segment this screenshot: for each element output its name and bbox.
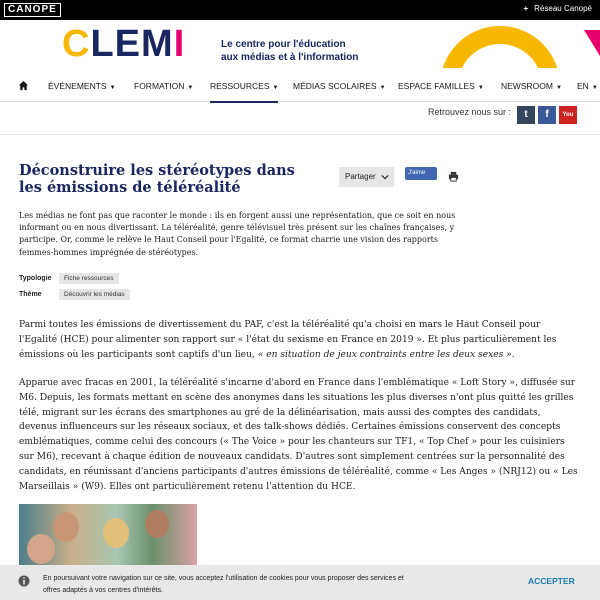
tagline-line2: aux médias et à l'information <box>221 52 359 63</box>
theme-label: Thème <box>19 291 42 298</box>
caret-down-icon: ▼ <box>555 85 562 91</box>
caret-down-icon: ▼ <box>379 85 386 91</box>
caret-down-icon: ▼ <box>272 85 279 91</box>
cookie-text-line1: En poursuivant votre navigation sur ce site, vous acceptez l'utilisation de cookies pour vous proposer des services et <box>43 575 404 582</box>
brand-letter: C <box>62 23 91 65</box>
nav-label: EN <box>577 81 589 91</box>
decorative-triangle <box>584 30 600 56</box>
header-divider <box>0 134 600 135</box>
share-label: Partager <box>345 172 376 181</box>
accept-cookies-button[interactable]: ACCEPTER <box>528 576 575 586</box>
youtube-icon[interactable]: You <box>559 106 577 124</box>
nav-label: FORMATION <box>134 81 185 91</box>
print-icon[interactable] <box>448 171 459 182</box>
photo-person <box>103 518 129 548</box>
chevron-down-icon <box>381 173 389 181</box>
home-icon[interactable] <box>18 80 29 91</box>
brand-letter: L <box>90 23 115 65</box>
article-paragraph-1 <box>19 318 581 362</box>
tagline-line1: Le centre pour l'éducation <box>221 39 346 50</box>
nav-label: NEWSROOM <box>501 81 553 91</box>
reseau-canope-link[interactable] <box>524 4 593 13</box>
cookie-banner <box>0 565 600 600</box>
para1-text: Parmi toutes les émissions de divertissement du PAF, c'est la téléréalité qu'a choisi en mars le Haut Conseil pour l'Egalité (HCE) pour alimenter son rapport sur « l'état du sexisme en France en 2019 ». Et plus particulièrement les émissions où les participants sont captifs d'un lieu, <box>19 320 557 360</box>
photo-person <box>145 510 169 538</box>
brand-letter: M <box>141 23 174 65</box>
decorative-arc <box>440 26 560 68</box>
nav-label: MÉDIAS SCOLAIRES <box>293 81 377 91</box>
facebook-icon[interactable]: f <box>538 106 556 124</box>
info-icon <box>18 575 30 587</box>
photo-person <box>53 512 79 542</box>
canope-logo[interactable]: CANOPÉ <box>4 3 61 17</box>
top-bar <box>0 0 600 20</box>
fb-like-label: J'aime <box>408 170 426 176</box>
cookie-text-line2: offres adaptés à vos centres d'intérêts. <box>43 587 163 594</box>
header-tagline <box>221 38 358 64</box>
typologie-label: Typologie <box>19 275 52 282</box>
article-intro: Les médias ne font pas que raconter le monde : ils en forgent aussi une représentation, que ce soit en nous informant ou en nous divertissant. La téléréalité, genre télévisuel très présent sur les chaînes françaises, y participe. Or, comme le relève le Haut Conseil pour l'Egalité, ce format charrie une vision des rapports femmes-hommes imprégnée de stéréotypes. <box>19 211 456 257</box>
caret-down-icon: ▼ <box>187 85 194 91</box>
nav-medias-scolaires[interactable] <box>293 81 386 91</box>
nav-evenements[interactable] <box>48 81 116 91</box>
nav-newsroom[interactable] <box>501 81 562 91</box>
typologie-tag[interactable]: Fiche ressources <box>59 273 119 284</box>
share-button[interactable] <box>339 167 394 187</box>
brand-letter: E <box>114 23 142 65</box>
social-label: Retrouvez nous sur : <box>428 107 512 117</box>
para1-end: . <box>511 349 515 360</box>
site-header <box>0 20 600 68</box>
nav-label: ÉVÉNEMENTS <box>48 81 107 91</box>
facebook-like-button[interactable] <box>405 167 437 180</box>
para1-quote: « en situation de jeux contraints entre les deux sexes » <box>257 349 512 360</box>
theme-tag[interactable]: Découvrir les médias <box>59 289 130 300</box>
nav-ressources[interactable] <box>210 81 278 103</box>
typologie-row <box>19 273 119 284</box>
caret-down-icon: ▼ <box>477 85 484 91</box>
nav-espace-familles[interactable] <box>398 81 484 91</box>
photo-person <box>27 534 55 564</box>
brand-letter: I <box>173 23 186 65</box>
article-paragraph-2: Apparue avec fracas en 2001, la téléréalité s'incarne d'abord en France dans l'emblématique « Loft Story », diffusée sur M6. Depuis, les formats mettant en scène des anonymes dans les situations les plus diverses n'ont plus quitté les grilles télé, migrant sur les écrans des smartphones au gré de la délinéarisation, mais aussi des comptes des candidats, devenus influenceurs sur les réseaux sociaux, et des talk-shows dédiés. Certaines émissions conservent des concepts emblématiques, comme celui des concours (« The Voice » pour les chanteurs sur TF1, « Top Chef » pour les cuisiniers sur M6), recevant à chaque édition de nouveaux candidats. D'autres sont simplement centrées sur la personnalité des candidats, en réunissant d'anciens participants d'autres émissions de téléréalité, comme « Les Anges » (NRJ12) ou « Les Marseillais » (W9). Elles ont particulièrement retenu l'attention du HCE. <box>19 378 578 492</box>
reseau-canope-label: Réseau Canopé <box>534 4 592 13</box>
plus-icon: + <box>523 4 529 13</box>
nav-label: ESPACE FAMILLES <box>398 81 475 91</box>
nav-language[interactable] <box>577 81 598 91</box>
caret-down-icon: ▼ <box>109 85 116 91</box>
cookie-text <box>43 573 463 597</box>
caret-down-icon: ▼ <box>591 85 598 91</box>
nav-label: RESSOURCES <box>210 81 270 91</box>
article-image <box>19 504 197 574</box>
clemi-logo[interactable] <box>62 24 185 64</box>
tumblr-icon[interactable]: t <box>517 106 535 124</box>
nav-formation[interactable] <box>134 81 193 91</box>
main-navigation <box>0 72 600 102</box>
page-title: Déconstruire les stéréotypes dans les émissions de téléréalité <box>19 162 295 196</box>
theme-row <box>19 289 130 300</box>
